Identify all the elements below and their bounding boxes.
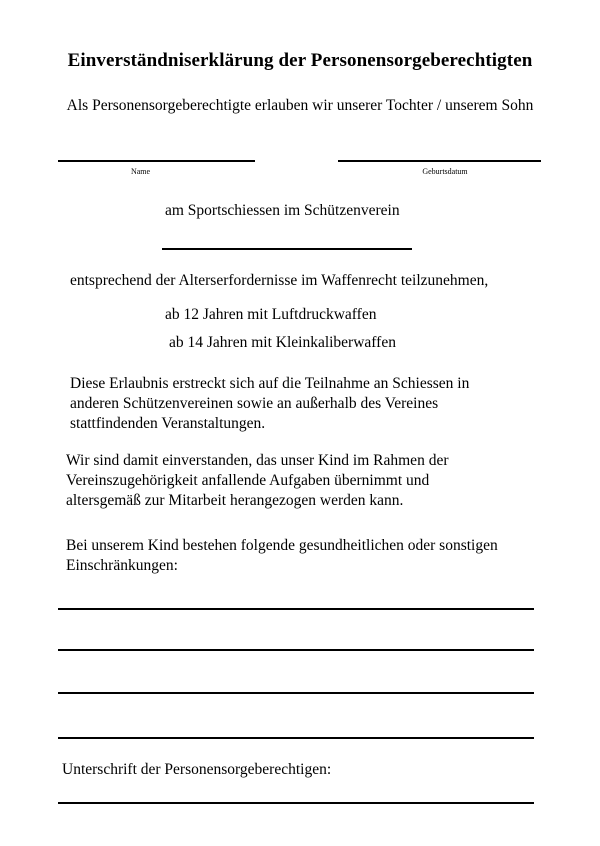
- law-text: entsprechend der Alterserfordernisse im Waffenrecht teilzunehmen,: [70, 272, 489, 289]
- name-line[interactable]: [58, 160, 255, 162]
- intro-text: Als Personensorgeberechtigte erlauben wir unserer Tochter / unserem Sohn: [66, 97, 534, 114]
- restrictions-line-4[interactable]: [58, 737, 534, 739]
- restrictions-line-2[interactable]: [58, 649, 534, 651]
- club-text: am Sportschiessen im Schützenverein: [165, 202, 400, 219]
- paragraph-scope-line: anderen Schützenvereinen sowie an außerhalb des Vereines: [70, 395, 439, 412]
- signature-line[interactable]: [58, 802, 534, 804]
- name-label: Name: [130, 167, 151, 176]
- paragraph-restrictions-line: Bei unserem Kind bestehen folgende gesundheitlichen oder sonstigen: [66, 537, 498, 554]
- restrictions-line-1[interactable]: [58, 608, 534, 610]
- restrictions-line-3[interactable]: [58, 692, 534, 694]
- paragraph-consent-line: altersgemäß zur Mitarbeit herangezogen werden kann.: [66, 492, 404, 509]
- birthdate-label: Geburtsdatum: [422, 167, 468, 176]
- paragraph-consent-line: Wir sind damit einverstanden, das unser Kind im Rahmen der: [66, 452, 449, 469]
- club-name-line[interactable]: [162, 248, 412, 250]
- paragraph-consent: [66, 451, 448, 511]
- paragraph-restrictions: [66, 536, 498, 576]
- paragraph-scope-line: stattfindenden Veranstaltungen.: [70, 415, 266, 432]
- paragraph-scope-line: Diese Erlaubnis erstreckt sich auf die Teilnahme an Schiessen in: [70, 375, 470, 392]
- signature-label: Unterschrift der Personensorgeberechtigen:: [62, 761, 332, 778]
- paragraph-restrictions-line: Einschränkungen:: [66, 557, 178, 574]
- age-rule-air: ab 12 Jahren mit Luftdruckwaffen: [165, 306, 377, 323]
- document-title: Einverständniserklärung der Personensorgeberechtigten: [67, 50, 533, 71]
- birthdate-line[interactable]: [338, 160, 541, 162]
- paragraph-consent-line: Vereinszugehörigkeit anfallende Aufgaben übernimmt und: [66, 472, 430, 489]
- age-rule-smallbore: ab 14 Jahren mit Kleinkaliberwaffen: [169, 334, 396, 351]
- paragraph-scope: [70, 374, 469, 434]
